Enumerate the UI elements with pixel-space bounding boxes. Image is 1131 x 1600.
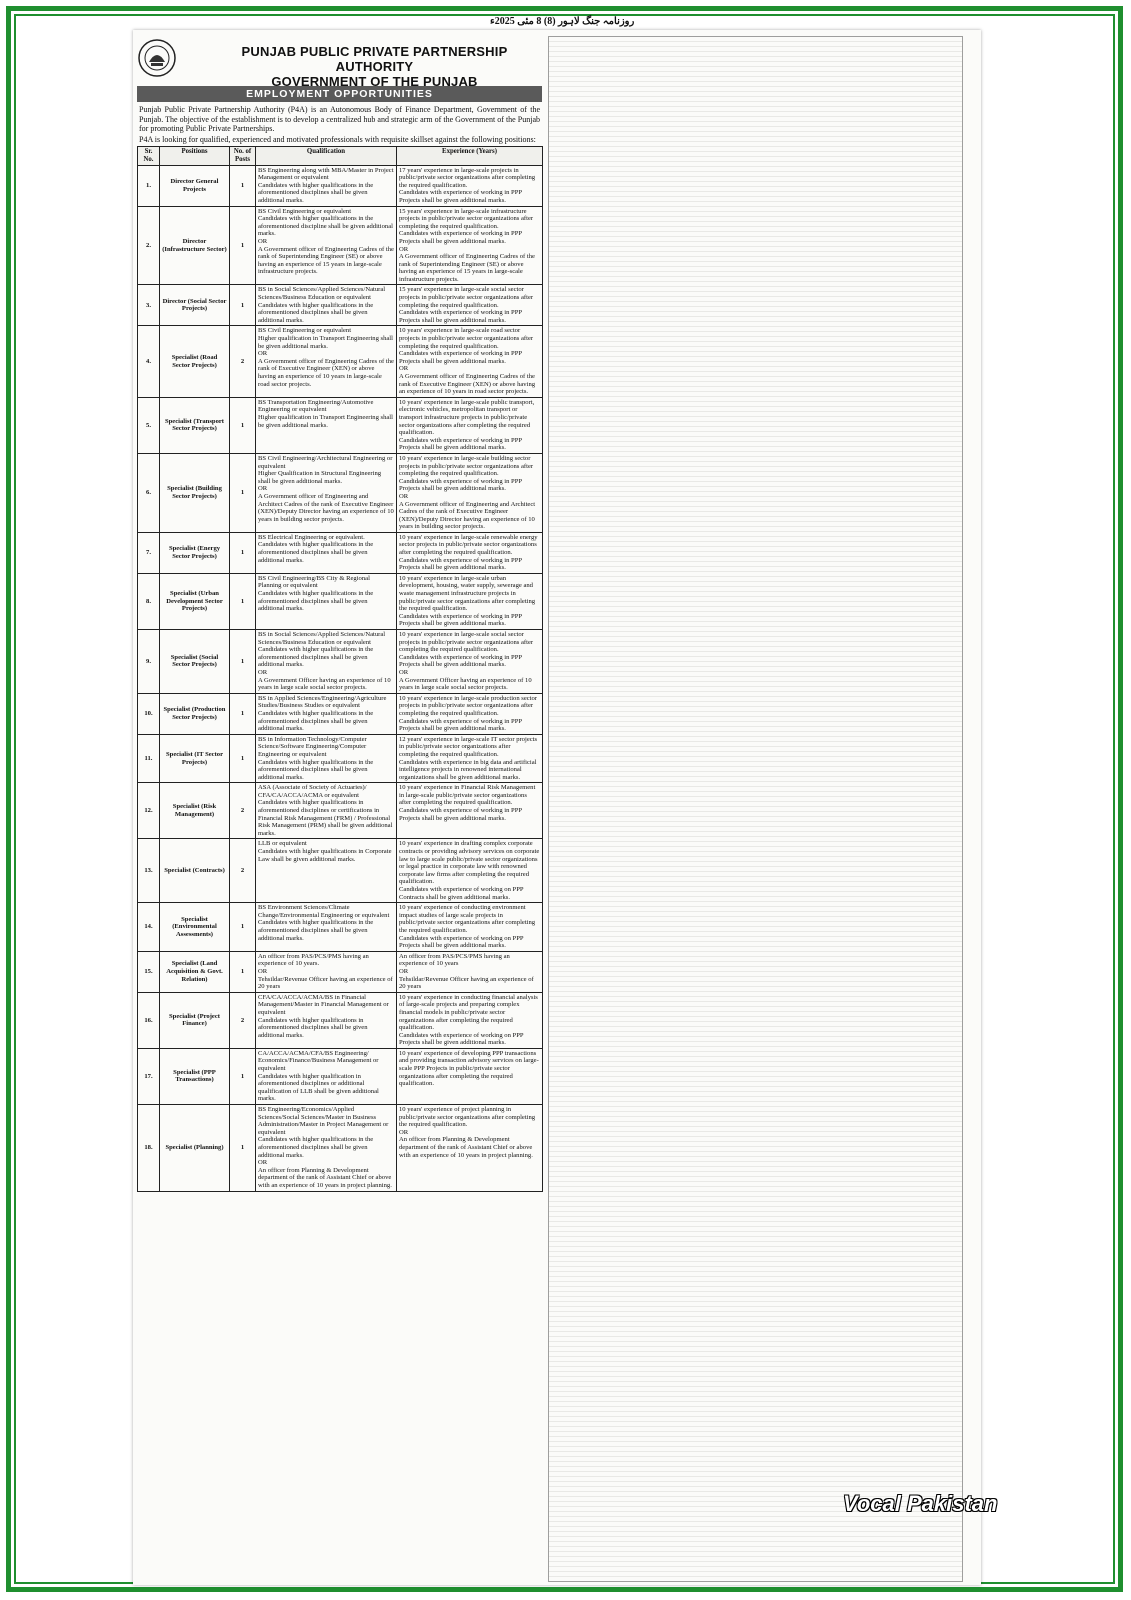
- cell-no-of-posts: 1: [230, 206, 256, 285]
- qualification-line: Candidates with higher qualifications in the aforementioned disciplines shall be given additional marks.: [258, 181, 374, 204]
- cell-experience: [397, 326, 543, 397]
- cell-position: Specialist (Transport Sector Projects): [160, 397, 230, 453]
- experience-line: Candidates with experience of working in PPP Projects shall be given additional marks.: [399, 350, 522, 365]
- qualification-line: BS Engineering/Economics/Applied Sciences/Social Sciences/Master in Business Administration/Master in Project Management or equivalent: [258, 1106, 389, 1136]
- positions-table-body: [138, 165, 543, 1191]
- qualification-line: BS in Applied Sciences/Engineering/Agriculture Studies/Business Studies or equivalent: [258, 694, 387, 710]
- qualification-line: Higher qualification in Transport Engineering shall be given additional marks.: [258, 335, 393, 350]
- qualification-line: Candidates with higher qualifications in the aforementioned disciplines shall be given additional marks.: [258, 590, 374, 613]
- experience-line: Candidates with experience of working in PPP Projects shall be given additional marks.: [399, 230, 522, 245]
- org-title: [207, 44, 542, 89]
- table-row: [138, 992, 543, 1048]
- header-sr-no: Sr. No.: [138, 147, 160, 165]
- cell-position: Specialist (IT Sector Projects): [160, 734, 230, 783]
- qualification-line: OR: [258, 237, 268, 245]
- cell-qualification: [256, 326, 397, 397]
- cell-position: Specialist (Land Acquisition & Govt. Relation): [160, 951, 230, 992]
- qualification-line: Candidates with higher qualifications in aforementioned disciplines shall be given additional marks.: [258, 1016, 368, 1039]
- cell-sr-no: 4.: [138, 326, 160, 397]
- experience-line: Candidates with experience of working in PPP Projects shall be given additional marks.: [399, 189, 522, 204]
- header-experience: Experience (Years): [397, 147, 543, 165]
- positions-table: [137, 146, 543, 1191]
- experience-line: Candidates with experience of working on PPP Projects shall be given additional marks.: [399, 934, 524, 950]
- qualification-line: Candidates with higher qualifications in the aforementioned disciplines shall be given additional marks.: [258, 758, 374, 781]
- experience-line: 10 years' experience in large-scale urban development, housing, water supply, sewerage and waste management infrastructure projects in public/private sector organizations after completing the required qualification.: [399, 574, 536, 613]
- cell-experience: [397, 532, 543, 573]
- cell-qualification: [256, 1105, 397, 1192]
- experience-line: Tehsildar/Revenue Officer having an experience of 20 years: [399, 975, 534, 991]
- experience-line: 10 years' experience in large-scale road sector projects in public/private sector organizations after completing the required qualification.: [399, 327, 534, 350]
- experience-line: 10 years' experience in large-scale renewable energy sector projects in public/private sector organizations after completing the required qualification.: [399, 533, 538, 557]
- qualification-line: Candidates with higher qualifications in the aforementioned disciplines shall be given additional marks.: [258, 301, 374, 324]
- experience-line: 15 years' experience in large-scale social sector projects in public/private sector organizations after completing the required qualification.: [399, 286, 534, 309]
- table-row: [138, 734, 543, 783]
- table-row: [138, 951, 543, 992]
- qualification-line: BS Electrical Engineering or equivalent.: [258, 533, 365, 541]
- experience-line: 10 years' experience of project planning in public/private sector organizations after completing the required qualification.: [399, 1106, 536, 1129]
- table-row: [138, 1105, 543, 1192]
- qualification-line: BS Civil Engineering/BS City & Regional Planning or equivalent: [258, 574, 370, 590]
- cell-qualification: [256, 206, 397, 285]
- table-row: [138, 903, 543, 952]
- cell-position: Specialist (Production Sector Projects): [160, 693, 230, 734]
- cell-position: Specialist (Energy Sector Projects): [160, 532, 230, 573]
- qualification-line: Candidates with higher qualifications in the aforementioned disciplines shall be given additional marks.: [258, 709, 374, 733]
- intro-paragraph-2: P4A is looking for qualified, experienced and motivated professionals with requisite skillset against the following positions:: [139, 134, 536, 144]
- qualification-line: BS in Information Technology/Computer Science/Software Engineering/Computer Engineering or equivalent: [258, 735, 367, 758]
- cell-experience: [397, 839, 543, 903]
- cell-qualification: [256, 693, 397, 734]
- experience-line: 10 years' experience of developing PPP transactions and providing transaction advisory services on large-scale PPP Projects in public/private sector organizations after completing the required qualification.: [399, 1049, 539, 1088]
- qualification-line: A Government officer of Engineering and Architect Cadres of the rank of Executive Engineer (XEN)/Deputy Director having an experience of 10 years in building sector projects.: [258, 492, 394, 523]
- experience-line: Candidates with experience of working in PPP Projects shall be given additional marks.: [399, 612, 522, 628]
- org-title-line-1: PUNJAB PUBLIC PRIVATE PARTNERSHIP AUTHORITY: [241, 44, 508, 74]
- cell-experience: [397, 693, 543, 734]
- newspaper-masthead: روزنامہ جنگ لاہور (8) 8 مئی 2025ء: [490, 16, 635, 27]
- experience-line: 10 years' experience of conducting environment impact studies of large scale projects in public/private sector organizations after completing the required qualification.: [399, 904, 536, 934]
- experience-line: A Government officer of Engineering Cadres of the rank of Superintending Engineer (SE) or above having an experience of 15 years in large-scale infrastructure projects.: [399, 253, 535, 283]
- experience-line: OR: [399, 668, 409, 676]
- cell-qualification: [256, 397, 397, 453]
- qualification-line: Candidates with higher qualifications in the aforementioned disciplines shall be given additional marks.: [258, 541, 374, 564]
- qualification-line: Higher qualification in Transport Engineering shall be given additional marks.: [258, 413, 393, 429]
- qualification-line: LLB or equivalent: [258, 840, 307, 848]
- qualification-line: BS Civil Engineering or equivalent: [258, 327, 352, 335]
- cell-position: Specialist (Planning): [160, 1105, 230, 1192]
- qualification-line: Candidates with higher qualifications in aforementioned disciplines or certifications in Financial Risk Management (FRM) / Professional Risk Management (PRM) shall be given additional marks.: [258, 799, 393, 837]
- table-row: [138, 839, 543, 903]
- qualification-line: ASA (Associate of Society of Actuaries)/ CFA/CA/ACCA/ACMA or equivalent: [258, 784, 367, 799]
- header-qualification: Qualification: [256, 147, 397, 165]
- cell-experience: [397, 1105, 543, 1192]
- cell-position: Specialist (Contracts): [160, 839, 230, 903]
- experience-line: 17 years' experience in large-scale projects in public/private sector organizations after completing the required qualification.: [399, 166, 536, 189]
- experience-line: 10 years' experience in large-scale public transport, electronic vehicles, metropolitan transport or transport infrastructure projects in public/private sector organizations after completing the required qualification.: [399, 398, 535, 437]
- cell-sr-no: 3.: [138, 285, 160, 326]
- cell-no-of-posts: 2: [230, 783, 256, 839]
- cell-sr-no: 2.: [138, 206, 160, 285]
- qualification-line: Candidates with higher qualifications in Corporate Law shall be given additional marks.: [258, 848, 392, 863]
- intro-paragraph-1: Punjab Public Private Partnership Authority (P4A) is an Autonomous Body of Finance Department, Government of the Punjab. The objective of the establishment is to develop a centralized hub and strategic arm of the Government of the Punjab for promoting Public Private Partnerships.: [139, 105, 540, 134]
- qualification-line: CA/ACCA/ACMA/CFA/BS Engineering/ Economics/Finance/Business Management or equivalent: [258, 1049, 379, 1073]
- qualification-line: BS in Social Sciences/Applied Sciences/Natural Sciences/Business Education or equivalent: [258, 286, 386, 302]
- qualification-line: OR: [258, 350, 268, 358]
- cell-no-of-posts: 1: [230, 1048, 256, 1104]
- cell-position: Specialist (Environmental Assessments): [160, 903, 230, 952]
- cell-no-of-posts: 2: [230, 326, 256, 397]
- org-title-line-2: GOVERNMENT OF THE PUNJAB: [271, 74, 478, 89]
- qualification-line: BS Civil Engineering/Architectural Engineering or equivalent: [258, 454, 393, 470]
- cell-no-of-posts: 1: [230, 1105, 256, 1192]
- qualification-line: OR: [258, 967, 268, 975]
- cell-experience: [397, 165, 543, 206]
- cell-sr-no: 13.: [138, 839, 160, 903]
- punjab-government-emblem-icon: [137, 38, 177, 78]
- qualification-line: OR: [258, 1159, 268, 1167]
- experience-line: OR: [399, 1128, 409, 1136]
- qualification-line: An officer from Planning & Development department of the rank of Assistant Chief or above with an experience of 10 years in project planning.: [258, 1166, 392, 1189]
- cell-sr-no: 15.: [138, 951, 160, 992]
- cell-experience: [397, 734, 543, 783]
- qualification-line: BS Civil Engineering or equivalent: [258, 207, 352, 215]
- cell-qualification: [256, 165, 397, 206]
- cell-experience: [397, 630, 543, 694]
- experience-line: Candidates with experience of working in PPP Projects shall be given additional marks.: [399, 653, 522, 669]
- watermark: Vocal Pakistan: [843, 1491, 998, 1516]
- qualification-line: Higher Qualification in Structural Engineering shall be given additional marks.: [258, 470, 382, 485]
- table-row: [138, 630, 543, 694]
- cell-no-of-posts: 2: [230, 839, 256, 903]
- cell-qualification: [256, 839, 397, 903]
- qualification-line: Candidates with higher qualifications in the aforementioned disciplines shall be given additional marks.: [258, 646, 374, 669]
- table-row: [138, 1048, 543, 1104]
- cell-qualification: [256, 285, 397, 326]
- qualification-line: A Government officer of Engineering Cadres of the rank of Executive Engineer (XEN) or above having an experience of 10 years in large-scale road sector projects.: [258, 357, 394, 388]
- cell-qualification: [256, 903, 397, 952]
- cell-position: Director (Social Sector Projects): [160, 285, 230, 326]
- cell-sr-no: 7.: [138, 532, 160, 573]
- cell-no-of-posts: 1: [230, 453, 256, 532]
- cell-no-of-posts: 1: [230, 734, 256, 783]
- cell-sr-no: 18.: [138, 1105, 160, 1192]
- org-header: [137, 36, 542, 89]
- cell-position: Specialist (Project Finance): [160, 992, 230, 1048]
- cell-sr-no: 6.: [138, 453, 160, 532]
- employment-banner: EMPLOYMENT OPPORTUNITIES: [137, 86, 542, 102]
- cell-qualification: [256, 573, 397, 629]
- cell-experience: [397, 992, 543, 1048]
- experience-line: OR: [399, 492, 409, 500]
- experience-line: A Government officer of Engineering Cadres of the rank of Executive Engineer (XEN) or above having an experience of 10 years in road sector projects.: [399, 373, 536, 396]
- qualification-line: OR: [258, 485, 268, 493]
- cell-no-of-posts: 1: [230, 951, 256, 992]
- cell-qualification: [256, 992, 397, 1048]
- qualification-line: BS in Social Sciences/Applied Sciences/Natural Sciences/Business Education or equivalent: [258, 631, 386, 646]
- qualification-line: BS Engineering along with MBA/Master in Project Management or equivalent: [258, 166, 394, 182]
- experience-line: 15 years' experience in large-scale infrastructure projects in public/private sector organizations after completing the required qualification.: [399, 207, 534, 230]
- cell-experience: [397, 783, 543, 839]
- cell-position: Specialist (Social Sector Projects): [160, 630, 230, 694]
- table-row: [138, 285, 543, 326]
- cell-sr-no: 14.: [138, 903, 160, 952]
- experience-line: Candidates with experience of working in PPP Projects shall be given additional marks.: [399, 807, 522, 822]
- table-row: [138, 532, 543, 573]
- cell-sr-no: 1.: [138, 165, 160, 206]
- cell-position: Specialist (Urban Development Sector Projects): [160, 573, 230, 629]
- cell-sr-no: 16.: [138, 992, 160, 1048]
- header-no-of-posts: No. of Posts: [230, 147, 256, 165]
- cell-position: Director (Infrastructure Sector): [160, 206, 230, 285]
- cell-experience: [397, 951, 543, 992]
- cell-qualification: [256, 453, 397, 532]
- qualification-line: Tehsildar/Revenue Officer having an experience of 20 years: [258, 975, 393, 991]
- qualification-line: CFA/CA/ACCA/ACMA/BS in Financial Management/Master in Financial Management or equivalent: [258, 993, 389, 1016]
- qualification-line: BS Transportation Engineering/Automotive Engineering or equivalent: [258, 398, 374, 414]
- header-positions: Positions: [160, 147, 230, 165]
- experience-line: A Government Officer having an experience of 10 years in large scale social sector projects.: [399, 676, 532, 692]
- cell-experience: [397, 206, 543, 285]
- qualification-line: A Government Officer having an experience of 10 years in large scale social sector projects.: [258, 676, 391, 692]
- experience-line: Candidates with experience of working on PPP Projects shall be given additional marks.: [399, 1031, 524, 1047]
- table-row: [138, 206, 543, 285]
- cell-experience: [397, 573, 543, 629]
- cell-sr-no: 8.: [138, 573, 160, 629]
- cell-sr-no: 5.: [138, 397, 160, 453]
- qualification-line: Candidates with higher qualifications in the aforementioned disciplines shall be given additional marks.: [258, 919, 374, 942]
- cell-position: Specialist (Risk Management): [160, 783, 230, 839]
- cell-qualification: [256, 630, 397, 694]
- cell-experience: [397, 397, 543, 453]
- table-row: [138, 453, 543, 532]
- cell-qualification: [256, 734, 397, 783]
- experience-line: 10 years' experience in conducting financial analysis of large-scale projects and preparing complex financial models in public/private sector organizations after completing the required qualification.: [399, 993, 538, 1032]
- qualification-line: OR: [258, 668, 268, 676]
- cell-experience: [397, 285, 543, 326]
- experience-line: Candidates with experience in big data and artificial intelligence projects in renowned international organizations shall be given additional marks.: [399, 758, 537, 781]
- cell-no-of-posts: 1: [230, 397, 256, 453]
- cell-no-of-posts: 1: [230, 693, 256, 734]
- advertisement-left-column: [137, 36, 542, 1192]
- table-row: [138, 326, 543, 397]
- table-header-row: [138, 147, 543, 165]
- cell-no-of-posts: 2: [230, 992, 256, 1048]
- table-row: [138, 783, 543, 839]
- experience-line: 10 years' experience in Financial Risk Management in large-scale public/private sector organizations after completing the required qualification.: [399, 784, 536, 807]
- cell-position: Specialist (PPP Transactions): [160, 1048, 230, 1104]
- table-row: [138, 165, 543, 206]
- experience-line: 10 years' experience in large-scale production sector projects in public/private sector organizations after completing the required qualification.: [399, 694, 538, 717]
- cell-position: Specialist (Road Sector Projects): [160, 326, 230, 397]
- experience-line: OR: [399, 967, 409, 975]
- cell-no-of-posts: 1: [230, 630, 256, 694]
- qualification-line: Candidates with higher qualifications in the aforementioned disciplines shall be given additional marks.: [258, 1136, 374, 1159]
- experience-line: Candidates with experience of working in PPP Projects shall be given additional marks.: [399, 309, 522, 324]
- cell-sr-no: 17.: [138, 1048, 160, 1104]
- table-row: [138, 573, 543, 629]
- cell-experience: [397, 453, 543, 532]
- table-row: [138, 397, 543, 453]
- qualification-line: An officer from PAS/PCS/PMS having an experience of 10 years.: [258, 952, 369, 968]
- cell-no-of-posts: 1: [230, 165, 256, 206]
- cell-no-of-posts: 1: [230, 573, 256, 629]
- experience-line: Candidates with experience of working in PPP Projects shall be given additional marks.: [399, 436, 522, 452]
- advertisement-right-column: [548, 36, 963, 1582]
- cell-sr-no: 12.: [138, 783, 160, 839]
- cell-experience: [397, 1048, 543, 1104]
- qualification-line: Candidates with higher qualifications in the aforementioned discipline shall be given additional marks.: [258, 215, 393, 238]
- table-row: [138, 693, 543, 734]
- cell-no-of-posts: 1: [230, 532, 256, 573]
- cell-sr-no: 9.: [138, 630, 160, 694]
- cell-no-of-posts: 1: [230, 285, 256, 326]
- cell-position: Specialist (Building Sector Projects): [160, 453, 230, 532]
- cell-experience: [397, 903, 543, 952]
- experience-line: 10 years' experience in drafting complex corporate contracts or providing advisory services on corporate law to large scale public/private sector organizations or legal practice in corporate law with renowned corporate law firms after completing the required qualification.: [399, 840, 540, 886]
- cell-position: Director General Projects: [160, 165, 230, 206]
- qualification-line: A Government officer of Engineering Cadres of the rank of Superintending Engineer (SE) or above having an experience of 15 years in large-scale infrastructure projects.: [258, 245, 394, 276]
- cell-qualification: [256, 783, 397, 839]
- qualification-line: Candidates with higher qualification in aforementioned disciplines or additional qualification of LLB shall be given additional marks.: [258, 1072, 379, 1103]
- cell-sr-no: 10.: [138, 693, 160, 734]
- cell-qualification: [256, 1048, 397, 1104]
- experience-line: 12 years' experience in large-scale IT sector projects in public/private sector organizations after completing the required qualification.: [399, 735, 538, 758]
- experience-line: OR: [399, 245, 409, 253]
- experience-line: Candidates with experience of working in PPP Projects shall be given additional marks.: [399, 717, 522, 733]
- cell-qualification: [256, 532, 397, 573]
- experience-line: Candidates with experience of working in PPP Projects shall be given additional marks.: [399, 477, 522, 493]
- experience-line: A Government officer of Engineering and Architect Cadres of the rank of Executive Engineer (XEN)/Deputy Director having an experience of 10 years in building sector projects.: [399, 500, 536, 531]
- experience-line: 10 years' experience in large-scale social sector projects in public/private sector organizations after completing the required qualification.: [399, 631, 534, 654]
- experience-line: An officer from PAS/PCS/PMS having an experience of 10 years: [399, 952, 510, 968]
- cell-no-of-posts: 1: [230, 903, 256, 952]
- experience-line: Candidates with experience of working in PPP Projects shall be given additional marks.: [399, 556, 522, 572]
- experience-line: 10 years' experience in large-scale building sector projects in public/private sector organizations after completing the required qualification.: [399, 454, 534, 478]
- experience-line: OR: [399, 365, 409, 373]
- experience-line: An officer from Planning & Development department of the rank of Assistant Chief or above with an experience of 10 years in project planning.: [399, 1136, 533, 1159]
- experience-line: Candidates with experience of working on PPP Contracts shall be given additional marks.: [399, 886, 524, 901]
- cell-qualification: [256, 951, 397, 992]
- qualification-line: BS Environment Sciences/Climate Change/Environmental Engineering or equivalent: [258, 904, 390, 919]
- intro-text: [139, 105, 540, 144]
- cell-sr-no: 11.: [138, 734, 160, 783]
